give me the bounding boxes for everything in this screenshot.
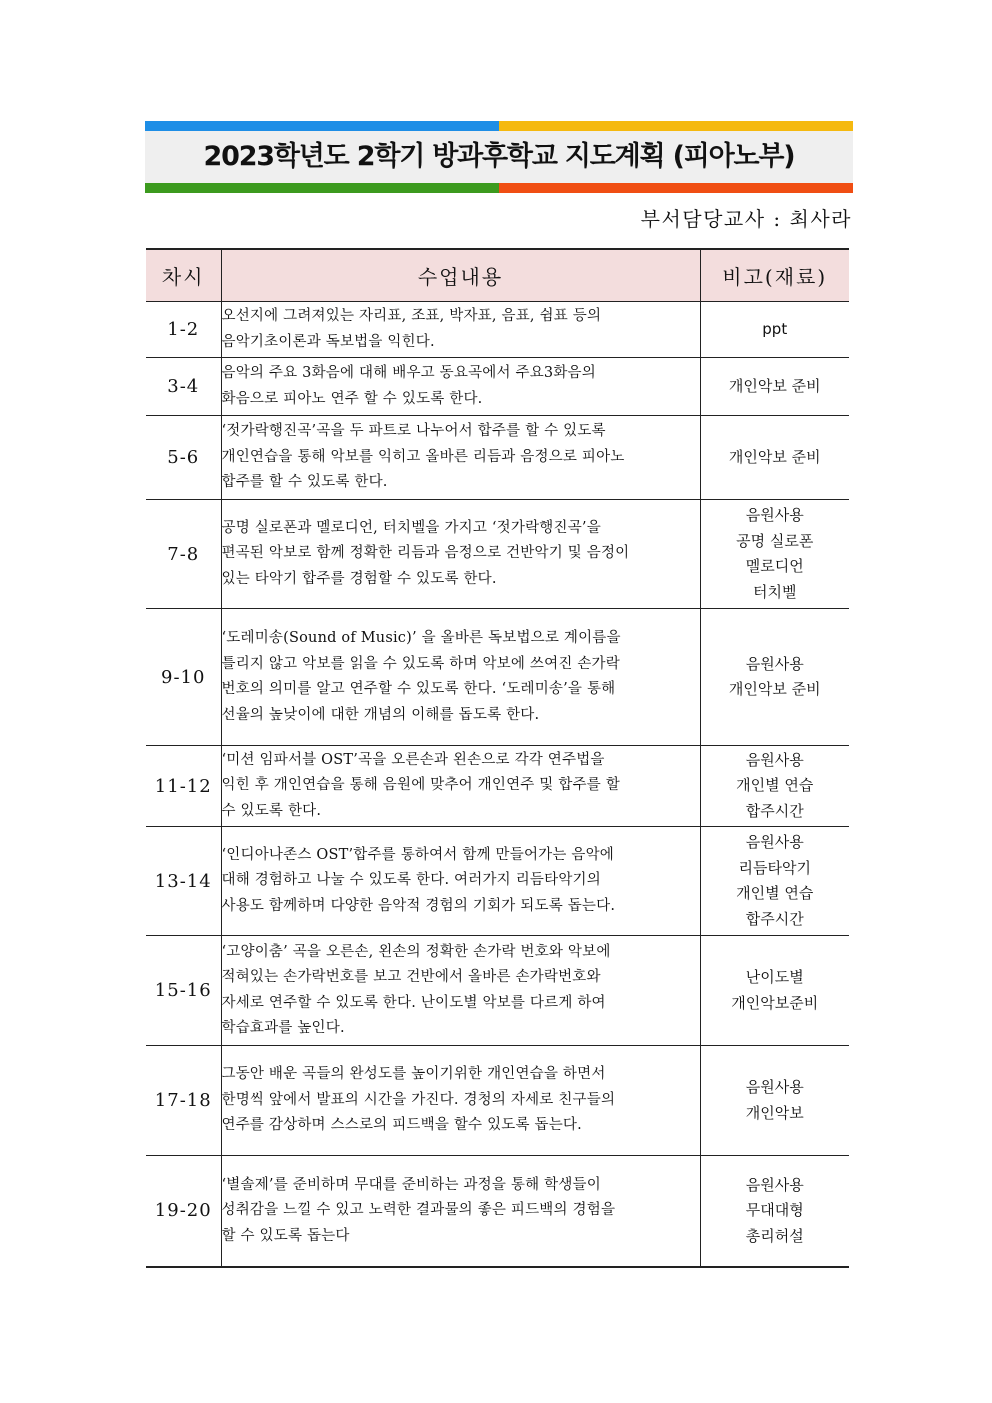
- table-row: [146, 302, 849, 358]
- title-bar-yellow: [499, 121, 853, 131]
- note-cell: 난이도별 개인악보준비: [700, 936, 849, 1046]
- lesson-plan-table: [146, 248, 849, 1268]
- session-cell: 1-2: [146, 302, 221, 358]
- session-cell: 13-14: [146, 827, 221, 936]
- content-cell: ‘별솔제’를 준비하며 무대를 준비하는 과정을 통해 학생들이 성취감을 느낄 수 있고 노력한 결과물의 좋은 피드백의 경험을 할 수 있도록 돕는다: [221, 1156, 700, 1267]
- content-cell: ‘도레미송(Sound of Music)’ 을 올바른 독보법으로 계이름을 틀리지 않고 악보를 읽을 수 있도록 하며 악보에 쓰여진 손가락 번호의 의미를 알고 연주할 수 있도록 한다. ‘도레미송’을 통해 선율의 높낮이에 대한 개념의 이해를 돕도록 한다.: [221, 609, 700, 746]
- table-row: [146, 609, 849, 746]
- content-cell: 공명 실로폰과 멜로디언, 터치벨을 가지고 ‘젓가락행진곡’을 편곡된 악보로 함께 정확한 리듬과 음정으로 건반악기 및 음정이 있는 타악기 합주를 경험할 수 있도록 한다.: [221, 500, 700, 609]
- content-cell: 오선지에 그려져있는 자리표, 조표, 박자표, 음표, 쉼표 등의 음악기초이론과 독보법을 익힌다.: [221, 302, 700, 358]
- header-note: 비고(재료): [700, 249, 849, 302]
- session-cell: 15-16: [146, 936, 221, 1046]
- session-cell: 9-10: [146, 609, 221, 746]
- session-cell: 11-12: [146, 746, 221, 827]
- note-cell: 개인악보 준비: [700, 416, 849, 500]
- session-cell: 19-20: [146, 1156, 221, 1267]
- document-title: 2023학년도 2학기 방과후학교 지도계획 (피아노부): [203, 141, 795, 172]
- content-cell: ‘고양이춤’ 곡을 오른손, 왼손의 정확한 손가락 번호와 악보에 적혀있는 손가락번호를 보고 건반에서 올바른 손가락번호와 자세로 연주할 수 있도록 한다. 난이도별 악보를 다르게 하여 학습효과를 높인다.: [221, 936, 700, 1046]
- table-row: [146, 358, 849, 416]
- session-cell: 17-18: [146, 1046, 221, 1156]
- table-header-row: [146, 249, 849, 302]
- note-cell: 음원사용 개인별 연습 합주시간: [700, 746, 849, 827]
- table-row: [146, 500, 849, 609]
- header-content: 수업내용: [221, 249, 700, 302]
- note-cell: 음원사용 무대대형 총리허설: [700, 1156, 849, 1267]
- session-cell: 5-6: [146, 416, 221, 500]
- title-bar-blue: [145, 121, 499, 131]
- table-row: [146, 936, 849, 1046]
- table-row: [146, 416, 849, 500]
- title-bar-green: [145, 183, 499, 193]
- session-cell: 7-8: [146, 500, 221, 609]
- note-cell: 음원사용 공명 실로폰 멜로디언 터치벨: [700, 500, 849, 609]
- note-cell: 음원사용 개인악보 준비: [700, 609, 849, 746]
- table-row: [146, 746, 849, 827]
- title-bar-orange: [499, 183, 853, 193]
- content-cell: ‘미션 임파서블 OST’곡을 오른손과 왼손으로 각각 연주법을 익힌 후 개인연습을 통해 음원에 맞추어 개인연주 및 합주를 할 수 있도록 한다.: [221, 746, 700, 827]
- note-cell: ppt: [700, 302, 849, 358]
- table-row: [146, 1046, 849, 1156]
- content-cell: ‘인디아나존스 OST’합주를 통하여서 함께 만들어가는 음악에 대해 경험하고 나눌 수 있도록 한다. 여러가지 리듬타악기의 사용도 함께하며 다양한 음악적 경험의 기회가 되도록 돕는다.: [221, 827, 700, 936]
- note-cell: 음원사용 개인악보: [700, 1046, 849, 1156]
- title-banner: [145, 121, 853, 193]
- session-cell: 3-4: [146, 358, 221, 416]
- note-cell: 개인악보 준비: [700, 358, 849, 416]
- content-cell: 음악의 주요 3화음에 대해 배우고 동요곡에서 주요3화음의 화음으로 피아노 연주 할 수 있도록 한다.: [221, 358, 700, 416]
- content-cell: 그동안 배운 곡들의 완성도를 높이기위한 개인연습을 하면서 한명씩 앞에서 발표의 시간을 가진다. 경청의 자세로 친구들의 연주를 감상하며 스스로의 피드백을 할수 있도록 돕는다.: [221, 1046, 700, 1156]
- note-cell: 음원사용 리듬타악기 개인별 연습 합주시간: [700, 827, 849, 936]
- teacher-line: 부서담당교사 : 최사라: [640, 207, 852, 231]
- table-row: [146, 827, 849, 936]
- header-session: 차시: [146, 249, 221, 302]
- table-row: [146, 1156, 849, 1267]
- content-cell: ‘젓가락행진곡’곡을 두 파트로 나누어서 합주를 할 수 있도록 개인연습을 통해 악보를 익히고 올바른 리듬과 음정으로 피아노 합주를 할 수 있도록 한다.: [221, 416, 700, 500]
